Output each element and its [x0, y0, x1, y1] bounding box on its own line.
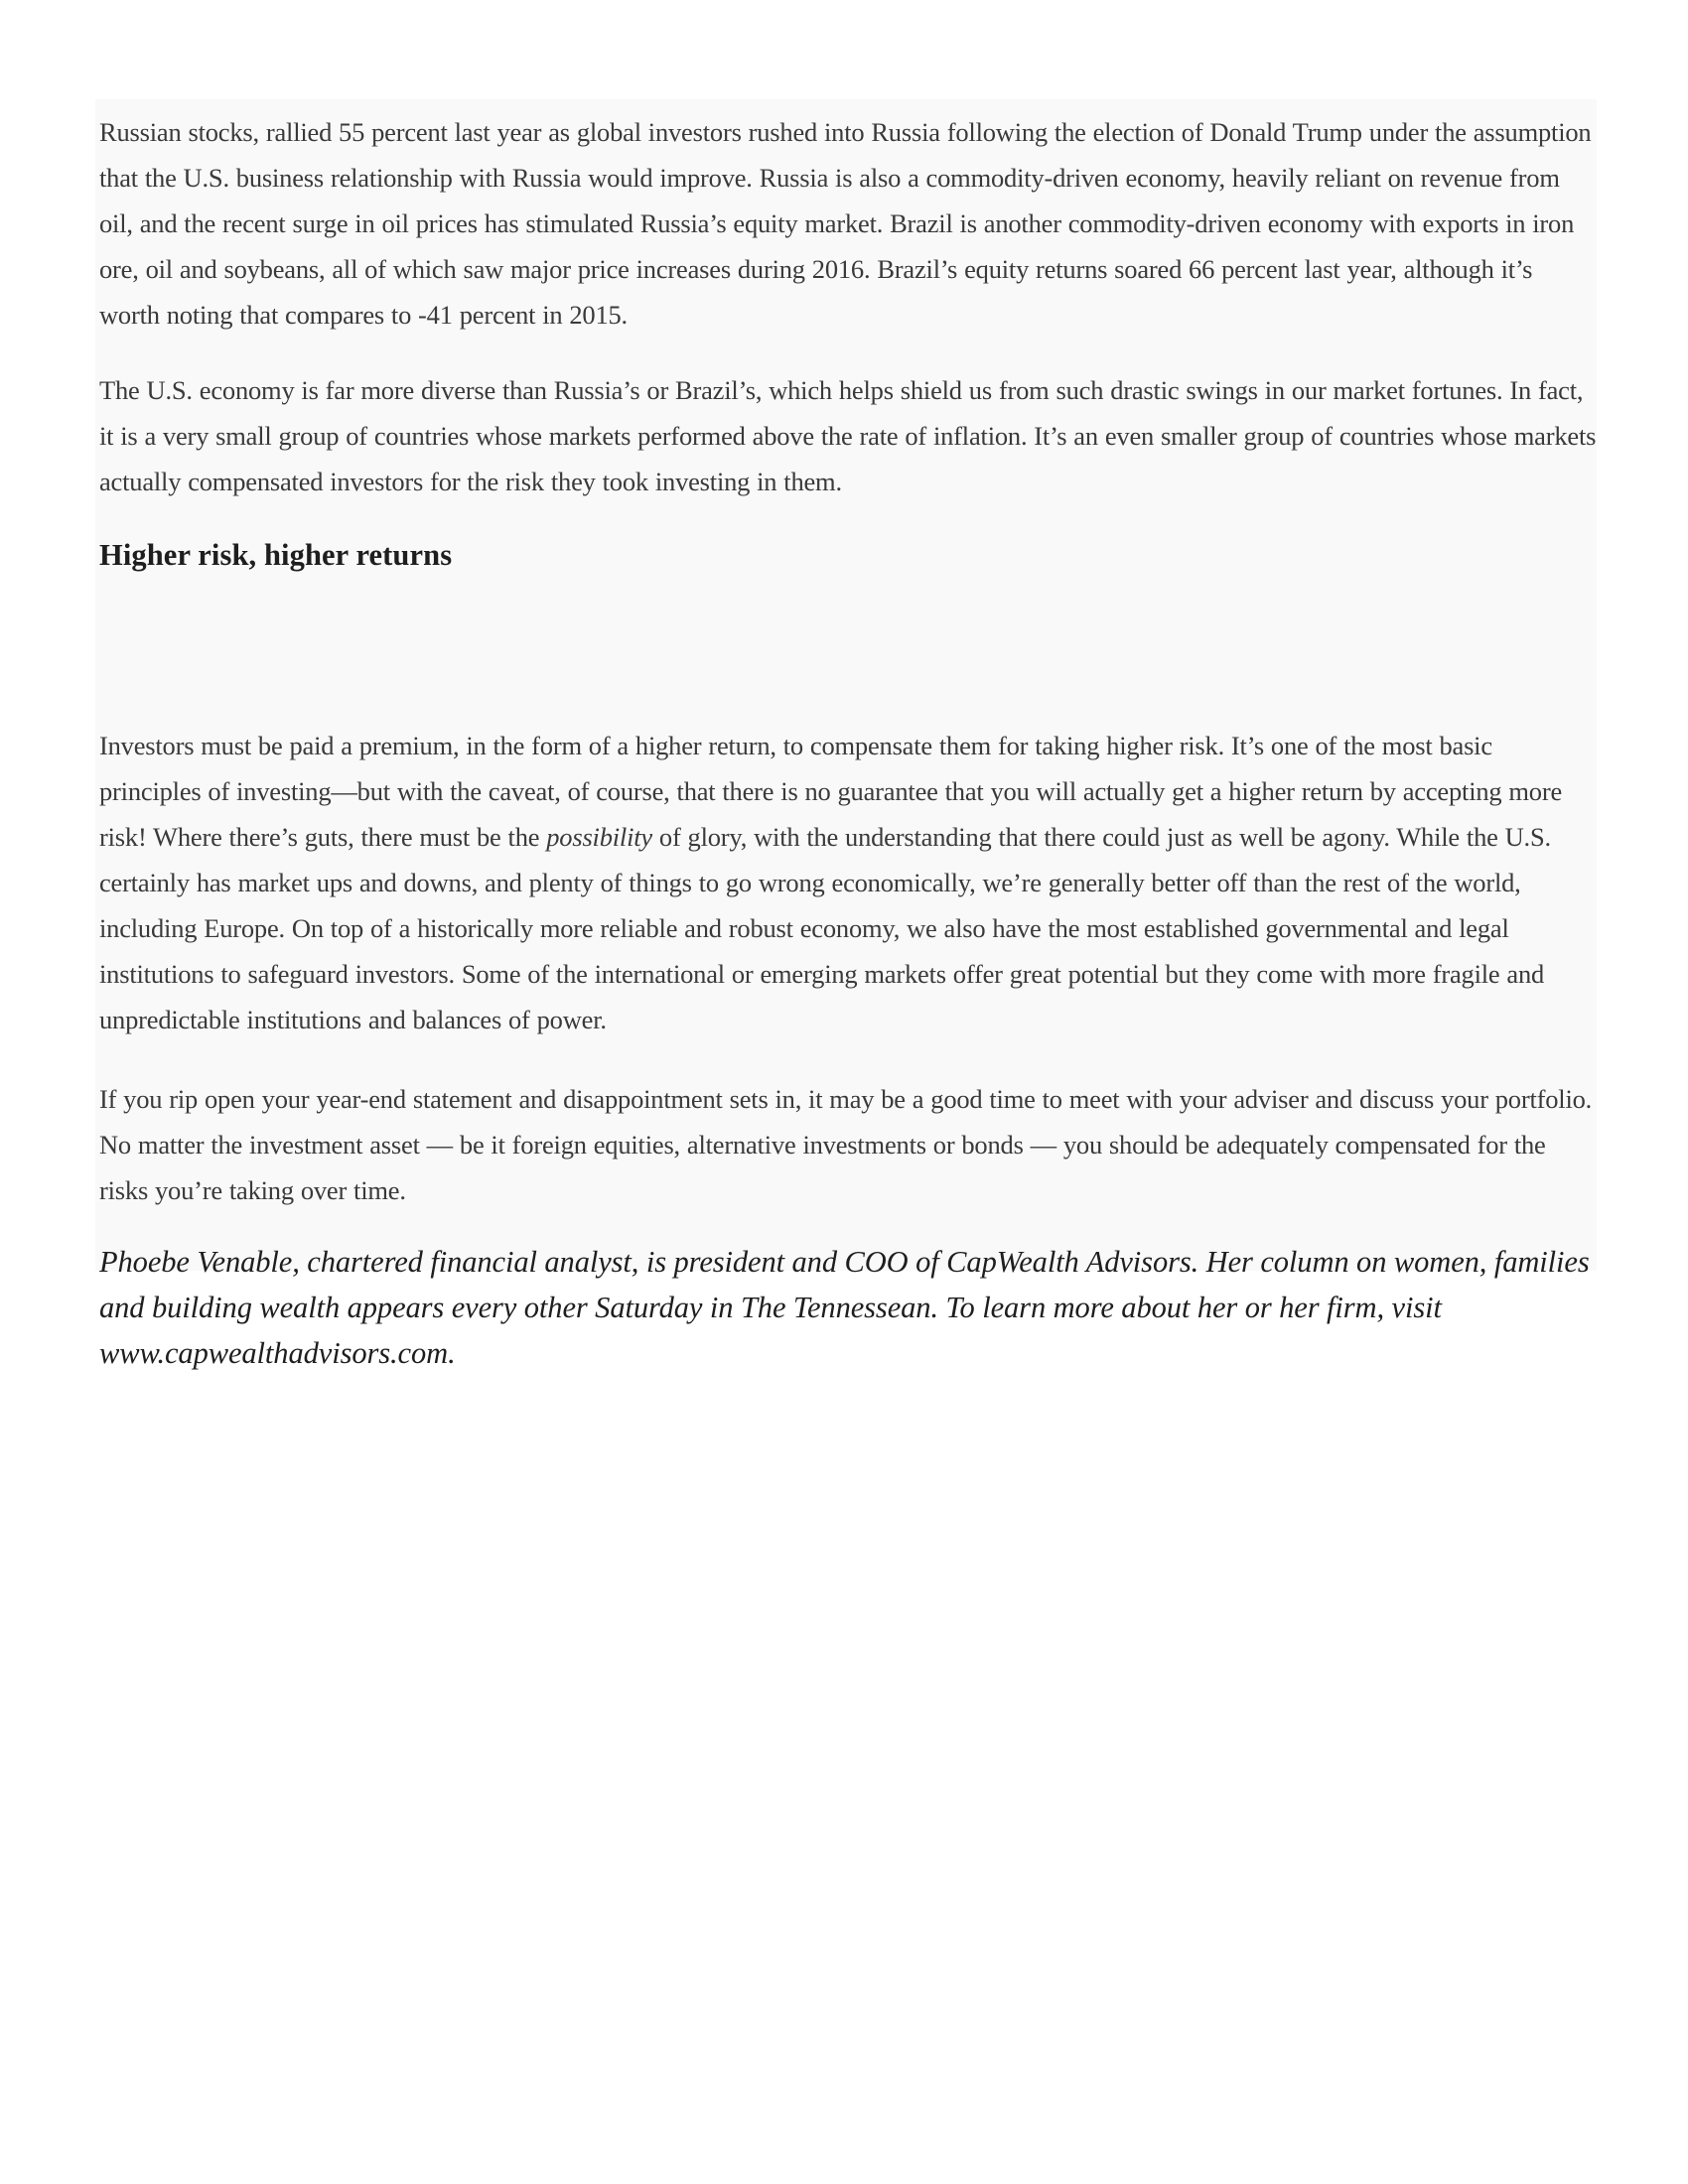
paragraph-higher-risk-part1: Investors must be paid a premium, in the form of a higher return, to compensate them for taking higher risk. It’s one of the most basic principles of investing—but with the caveat, of course, that there is no guarantee that you will actually get a higher return by accepting more risk! Where there’s guts, there must be the [99, 731, 1563, 852]
author-byline: Phoebe Venable, chartered financial analyst, is president and COO of CapWealth Advisors. Her column on women, families and building wealth appears every other Saturday in The Tennessean. To learn more about her or her firm, visit www.capwealthadvisors.com. [99, 1245, 1590, 1370]
emphasis-possibility: possibility [546, 822, 652, 852]
article-body [95, 99, 1597, 1370]
paragraph-year-end-statement: If you rip open your year-end statement and disappointment sets in, it may be a good time to meet with your adviser and discuss your portfolio. No matter the investment asset — be it foreign equities, alternative investments or bonds — you should be adequately compensated for the risks you’re taking over time. [99, 1084, 1593, 1205]
paragraph-higher-risk-part2: of glory, with the understanding that there could just as well be agony. While the U.S. certainly has market ups and downs, and plenty of things to go wrong economically, we’re generally better off than the rest of the world, including Europe. On top of a historically more reliable and robust economy, we also have the most established governmental and legal institutions to safeguard investors. Some of the international or emerging markets offer great potential but they come with more fragile and unpredictable institutions and balances of power. [99, 822, 1551, 1034]
section-heading: Higher risk, higher returns [99, 538, 453, 572]
paragraph-russia-brazil: Russian stocks, rallied 55 percent last year as global investors rushed into Russia following the election of Donald Trump under the assumption that the U.S. business relationship with Russia would improve. Russia is also a commodity-driven economy, heavily reliant on revenue from oil, and the recent surge in oil prices has stimulated Russia’s equity market. Brazil is another commodity-driven economy with exports in iron ore, oil and soybeans, all of which saw major price increases during 2016. Brazil’s equity returns soared 66 percent last year, although it’s worth noting that compares to -41 percent in 2015. [99, 117, 1592, 330]
paragraph-higher-risk [99, 723, 1599, 1042]
paragraph-us-economy: The U.S. economy is far more diverse than Russia’s or Brazil’s, which helps shield us from such drastic swings in our market fortunes. In fact, it is a very small group of countries whose markets performed above the rate of inflation. It’s an even smaller group of countries whose markets actually compensated investors for the risk they took investing in them. [99, 375, 1597, 496]
